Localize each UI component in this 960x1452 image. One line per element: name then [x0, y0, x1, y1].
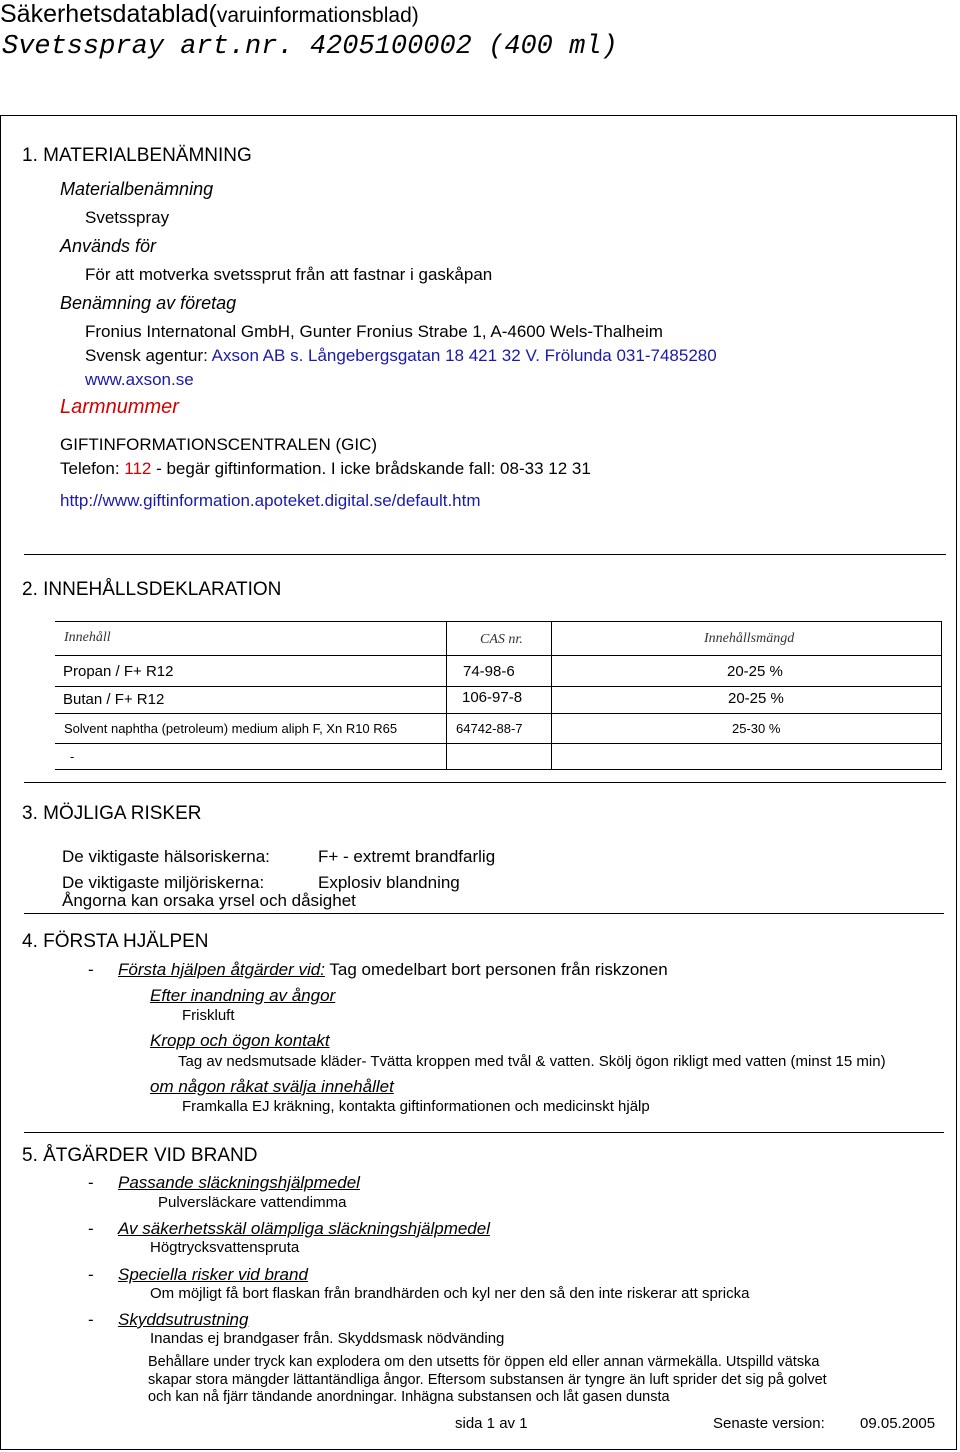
- protection-value: Inandas ej brandgaser från. Skyddsmask nödvänding: [150, 1330, 505, 1347]
- row-name: Solvent naphtha (petroleum) medium aliph F, Xn R10 R65: [64, 721, 398, 736]
- unsuitable-label: Av säkerhetsskäl olämpliga släckningshjälpmedel: [118, 1219, 490, 1238]
- fire-risk-value: Om möjligt få bort flaskan från brandhärden och kyl ner den så den inte riskerar att spricka: [150, 1285, 750, 1302]
- fire-paragraph-line: skapar stora mängder lättantändliga ångor. Eftersom substansen är tyngre än luft sprider det sig på golvet: [148, 1372, 827, 1388]
- table-border: [55, 713, 942, 714]
- gic-name: GIFTINFORMATIONSCENTRALEN (GIC): [60, 435, 378, 454]
- row-name: Propan / F+ R12: [63, 663, 174, 680]
- row-cas: 74-98-6: [463, 663, 515, 680]
- col-content-header: Innehåll: [64, 630, 111, 645]
- use-value: För att motverka svetssprut från att fastnar i gaskåpan: [85, 265, 493, 284]
- unsuitable-value: Högtrycksvattenspruta: [150, 1239, 300, 1256]
- table-border: [446, 621, 447, 769]
- document-title: [0, 0, 419, 29]
- section-3-heading: 3. MÖJLIGA RISKER: [22, 803, 202, 824]
- section-1-heading: 1. MATERIALBENÄMNING: [22, 145, 252, 166]
- bullet-dash: -: [88, 960, 94, 979]
- swallow-value: Framkalla EJ kräkning, kontakta giftinformationen och medicinskt hjälp: [182, 1098, 650, 1115]
- swallow-label: om någon råkat svälja innehållet: [150, 1077, 394, 1096]
- section-5-heading: 5. ÅTGÄRDER VID BRAND: [22, 1145, 258, 1166]
- agent-prefix: Svensk agentur:: [85, 346, 208, 365]
- col-cas-header: CAS nr.: [480, 632, 523, 647]
- skin-contact-label: Kropp och ögon kontakt: [150, 1031, 330, 1050]
- row-amount: 20-25 %: [728, 690, 784, 707]
- divider: [24, 913, 944, 914]
- divider: [24, 554, 946, 555]
- alarm-label: Larmnummer: [60, 396, 179, 418]
- health-risk-label: De viktigaste hälsoriskerna:: [62, 847, 270, 866]
- bullet-dash: -: [88, 1219, 94, 1238]
- row-amount: 25-30 %: [732, 721, 781, 736]
- env-risk-value: Explosiv blandning: [318, 873, 460, 892]
- table-border: [55, 621, 942, 622]
- divider: [24, 1132, 944, 1133]
- table-border: [55, 655, 942, 656]
- first-aid-value: Tag omedelbart bort personen från riskzonen: [324, 960, 668, 979]
- phone-number: 112: [124, 459, 152, 478]
- table-border: [55, 769, 942, 770]
- table-border: [55, 743, 942, 744]
- health-risk-value: F+ - extremt brandfarlig: [318, 847, 496, 866]
- row-name: Butan / F+ R12: [63, 691, 165, 708]
- inhalation-value: Friskluft: [182, 1007, 235, 1024]
- phone-suffix: - begär giftinformation. I icke brådskande fall: 08-33 12 31: [151, 459, 591, 478]
- phone-prefix: Telefon:: [60, 459, 125, 478]
- table-border: [551, 621, 552, 769]
- bullet-dash: -: [88, 1310, 94, 1329]
- row-name: -: [70, 749, 75, 764]
- bullet-dash: -: [88, 1173, 94, 1192]
- fire-paragraph-line: och kan nå fjärr tändande anordningar. Inhägna substansen och låt gasen dunsta: [148, 1389, 670, 1405]
- row-amount: 20-25 %: [727, 663, 783, 680]
- material-name-label: Materialbenämning: [60, 179, 214, 199]
- web-link[interactable]: www.axson.se: [85, 370, 194, 389]
- title-sub: varuinformationsblad): [216, 4, 419, 27]
- row-cas: 106-97-8: [462, 689, 523, 706]
- vapour-warning: Ångorna kan orsaka yrsel och dåsighet: [62, 891, 356, 910]
- gic-url-link[interactable]: http://www.giftinformation.apoteket.digital.se/default.htm: [60, 491, 481, 510]
- env-risk-label: De viktigaste miljöriskerna:: [62, 873, 265, 892]
- bullet-dash: -: [88, 1265, 94, 1284]
- phone-line: [60, 459, 591, 479]
- protection-label: Skyddsutrustning: [118, 1310, 249, 1329]
- fire-risk-label: Speciella risker vid brand: [118, 1265, 308, 1284]
- use-label: Används för: [60, 236, 157, 256]
- first-aid-label: Första hjälpen åtgärder vid:: [118, 960, 325, 979]
- skin-contact-value: Tag av nedsmutsade kläder- Tvätta kroppen med tvål & vatten. Skölj ögon rikligt med vatten (minst 15 min): [178, 1053, 886, 1070]
- section-4-heading: 4. FÖRSTA HJÄLPEN: [22, 931, 209, 952]
- extinguish-value: Pulversläckare vattendimma: [158, 1194, 347, 1211]
- title-main: Säkerhetsdatablad(: [0, 0, 217, 28]
- fire-paragraph-line: Behållare under tryck kan explodera om den utsetts för öppen eld eller annan värmekälla. Utspilld vätska: [148, 1354, 820, 1370]
- first-aid-line: [118, 960, 668, 980]
- agent-value: Axson AB s. Långebergsgatan 18 421 32 V. Frölunda 031-7485280: [207, 346, 717, 365]
- product-line: Svetsspray art.nr. 4205100002 (400 ml): [2, 32, 618, 62]
- table-border: [941, 621, 942, 769]
- version-label: Senaste version:: [713, 1415, 825, 1432]
- inhalation-label: Efter inandning av ångor: [150, 986, 336, 1005]
- section-2-heading: 2. INNEHÅLLSDEKLARATION: [22, 579, 282, 600]
- material-name-value: Svetsspray: [85, 208, 170, 227]
- agent-line: [85, 346, 717, 366]
- col-amount-header: Innehållsmängd: [704, 631, 795, 646]
- divider: [24, 782, 946, 783]
- company-label: Benämning av företag: [60, 293, 237, 313]
- version-date: 09.05.2005: [860, 1415, 936, 1432]
- row-cas: 64742-88-7: [456, 721, 523, 736]
- extinguish-label: Passande släckningshjälpmedel: [118, 1173, 360, 1192]
- company-line: Fronius Internatonal GmbH, Gunter Fronius Strabe 1, A-4600 Wels-Thalheim: [85, 322, 663, 341]
- page-number: sida 1 av 1: [455, 1415, 528, 1432]
- table-border: [55, 686, 942, 687]
